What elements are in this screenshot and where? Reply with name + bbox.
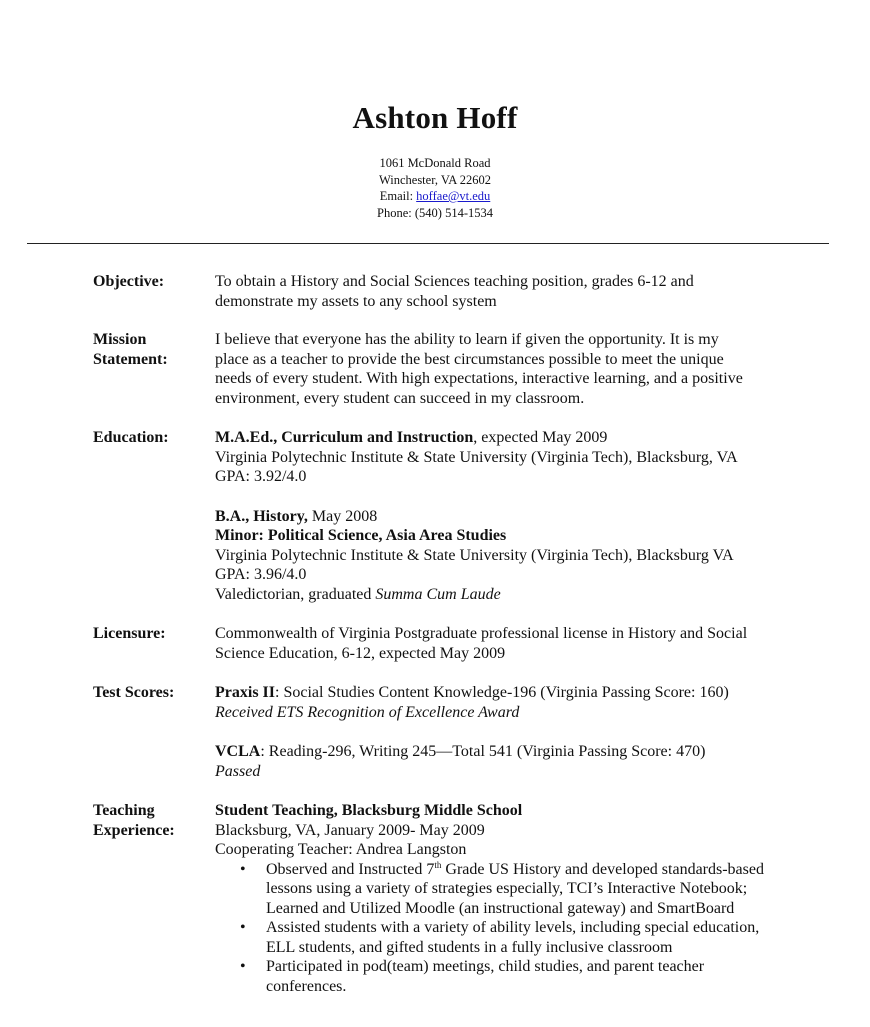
ba-degree-line bbox=[215, 507, 815, 527]
education-text bbox=[215, 428, 815, 604]
licensure-text bbox=[215, 624, 815, 663]
bullet-text-cont: Grade US History and developed standards-based lessons using a variety of strategies especially, TCI’s Interactive Notebook; Learned and Utilized Moodle (an instructional gateway) and SmartBoard bbox=[266, 860, 764, 917]
ba-minor-text: Minor: Political Science, Asia Area Studies bbox=[215, 527, 507, 544]
bullet-icon: • bbox=[240, 919, 246, 936]
cooperating-teacher: Cooperating Teacher: Andrea Langston bbox=[215, 841, 467, 858]
mission-line: needs of every student. With high expectations, interactive learning, and a positive bbox=[215, 370, 743, 387]
email-label: Email: bbox=[379, 189, 414, 203]
address-line-2: Winchester, VA 22602 bbox=[378, 172, 492, 187]
med-degree-line bbox=[215, 428, 815, 448]
ba-honor-line bbox=[215, 585, 815, 605]
praxis-text: : Social Studies Content Knowledge-196 (Virginia Passing Score: 160) bbox=[275, 684, 729, 701]
phone-line: Phone: (540) 514-1534 bbox=[377, 205, 493, 220]
objective-line: demonstrate my assets to any school system bbox=[215, 292, 497, 310]
licensure-line: Science Education, 6-12, expected May 2009 bbox=[215, 644, 506, 662]
ba-date: May 2008 bbox=[307, 507, 378, 525]
test-scores-text bbox=[215, 683, 815, 781]
teaching-label-line: Experience: bbox=[93, 821, 175, 839]
teaching-label-line: Teaching bbox=[93, 802, 155, 819]
bullet-text: Participated in pod(team) meetings, child studies, and parent teacher conferences. bbox=[266, 958, 705, 995]
vcla-result-line bbox=[215, 762, 815, 782]
bullet-text: Observed and Instructed 7 bbox=[266, 860, 435, 878]
candidate-name: Ashton Hoff bbox=[352, 100, 518, 135]
teaching-title-line bbox=[215, 801, 815, 821]
praxis-name: Praxis II bbox=[215, 684, 275, 701]
med-date: , expected May 2009 bbox=[473, 429, 608, 446]
vcla-line bbox=[215, 742, 815, 762]
mission-text bbox=[215, 330, 815, 408]
teaching-title: Student Teaching, Blacksburg Middle School bbox=[215, 802, 523, 819]
praxis-line bbox=[215, 683, 815, 703]
address-line-1: 1061 McDonald Road bbox=[379, 156, 491, 170]
licensure-label: Licensure: bbox=[93, 625, 166, 642]
list-item bbox=[215, 957, 781, 996]
praxis-award: Received ETS Recognition of Excellence Award bbox=[215, 703, 520, 721]
teaching-text bbox=[215, 801, 815, 996]
praxis-award-line bbox=[215, 703, 815, 723]
header-divider bbox=[27, 243, 829, 244]
bullet-superscript: th bbox=[434, 859, 442, 870]
mission-label-line: Mission bbox=[93, 331, 147, 348]
education-label: Education: bbox=[93, 429, 169, 446]
med-school: Virginia Polytechnic Institute & State University (Virginia Tech), Blacksburg, VA bbox=[215, 448, 738, 466]
email-line bbox=[0, 188, 870, 205]
bullet-icon: • bbox=[240, 958, 246, 975]
bullet-text: Assisted students with a variety of ability levels, including special education, ELL students, and gifted students in a fully inclusive classroom bbox=[266, 919, 760, 956]
vcla-text: : Reading-296, Writing 245—Total 541 (Virginia Passing Score: 470) bbox=[260, 743, 706, 760]
med-gpa: GPA: 3.92/4.0 bbox=[215, 468, 307, 485]
ba-degree: B.A., History, bbox=[215, 507, 308, 525]
mission-label bbox=[93, 330, 208, 369]
ba-honor-prefix: Valedictorian, graduated bbox=[215, 585, 376, 603]
teaching-bullets bbox=[215, 860, 815, 997]
mission-label-line: Statement: bbox=[93, 350, 168, 368]
email-link[interactable]: hoffae@vt.edu bbox=[416, 189, 491, 203]
med-degree: M.A.Ed., Curriculum and Instruction bbox=[215, 429, 474, 446]
ba-gpa: GPA: 3.96/4.0 bbox=[215, 566, 307, 583]
licensure-line: Commonwealth of Virginia Postgraduate professional license in History and Social bbox=[215, 625, 748, 642]
ba-school: Virginia Polytechnic Institute & State University (Virginia Tech), Blacksburg VA bbox=[215, 546, 734, 564]
contact-block bbox=[0, 155, 870, 221]
list-item bbox=[215, 918, 781, 957]
objective-text bbox=[215, 272, 815, 311]
test-scores-label: Test Scores: bbox=[93, 684, 175, 701]
teaching-label bbox=[93, 801, 208, 840]
objective-label: Objective: bbox=[93, 273, 165, 290]
mission-line: environment, every student can succeed in my classroom. bbox=[215, 389, 585, 407]
bullet-icon: • bbox=[240, 860, 246, 878]
vcla-name: VCLA bbox=[215, 743, 261, 760]
teaching-dates: Blacksburg, VA, January 2009- May 2009 bbox=[215, 821, 485, 839]
ba-honor: Summa Cum Laude bbox=[375, 585, 501, 603]
list-item bbox=[215, 860, 781, 919]
vcla-result: Passed bbox=[215, 762, 261, 780]
objective-line: To obtain a History and Social Sciences teaching position, grades 6-12 and bbox=[215, 273, 694, 290]
ba-minor bbox=[215, 526, 815, 546]
mission-line: I believe that everyone has the ability to learn if given the opportunity. It is my bbox=[215, 331, 719, 348]
mission-line: place as a teacher to provide the best circumstances possible to meet the unique bbox=[215, 350, 724, 368]
